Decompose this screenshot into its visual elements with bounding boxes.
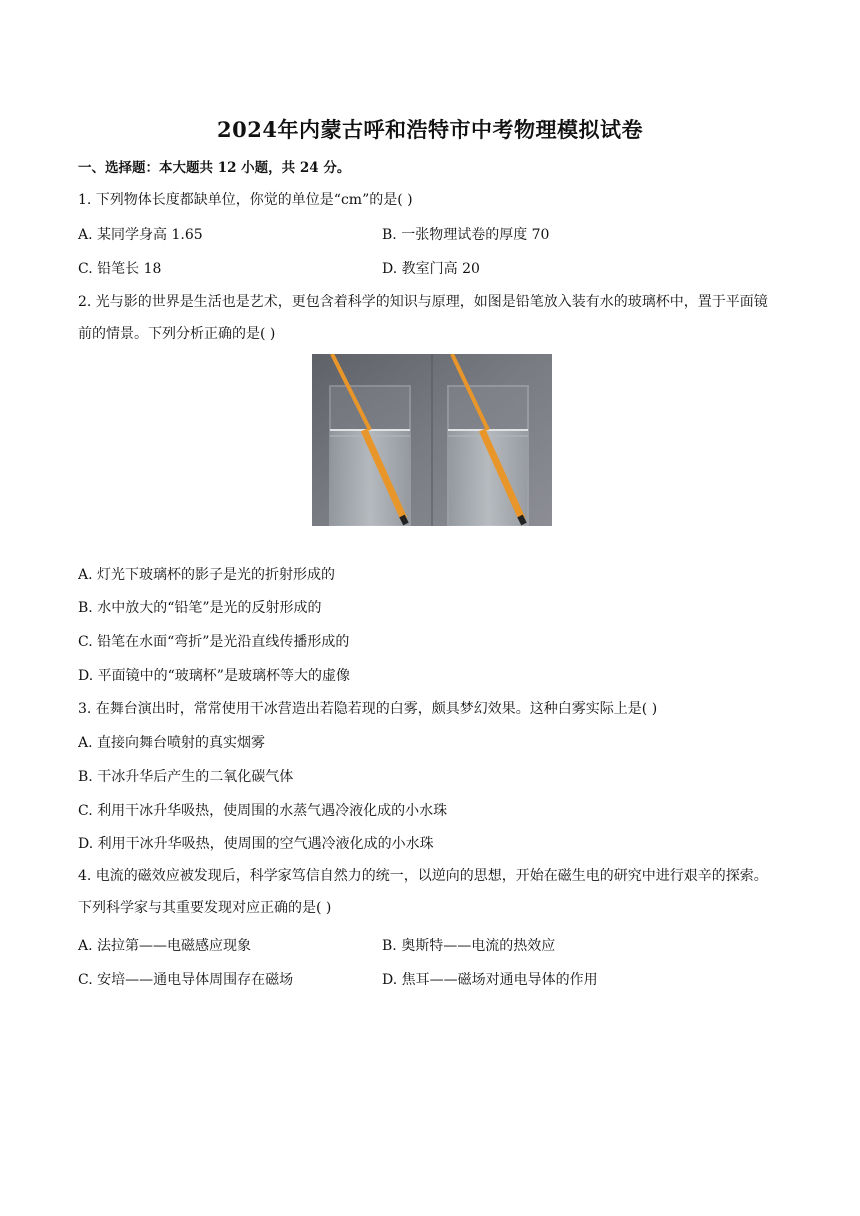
question-3-option-d: D. 利用干冰升华吸热，使周围的空气遇冷液化成的小水珠 [78,836,434,852]
question-1-option-d: D. 教室门高 20 [382,261,480,277]
page-title: 2024年内蒙古呼和浩特市中考物理模拟试卷 [217,117,643,142]
question-2-option-d: D. 平面镜中的“玻璃杯”是玻璃杯等大的虚像 [78,668,350,684]
question-4-option-a: A. 法拉第——电磁感应现象 [78,938,252,954]
question-1-option-b: B. 一张物理试卷的厚度 70 [382,227,550,243]
question-3-option-b: B. 干冰升华后产生的二氧化碳气体 [78,769,294,785]
question-4-option-d: D. 焦耳——磁场对通电导体的作用 [382,972,598,988]
question-3-stem: 3. 在舞台演出时，常常使用干冰营造出若隐若现的白雾，颇具梦幻效果。这种白雾实际上是( ) [78,701,658,717]
question-1-option-c: C. 铅笔长 18 [78,261,162,277]
section-heading: 一、选择题：本大题共 12 小题，共 24 分。 [78,160,351,176]
question-2-option-a: A. 灯光下玻璃杯的影子是光的折射形成的 [78,567,336,583]
question-2-stem: 2. 光与影的世界是生活也是艺术，更包含着科学的知识与原理，如图是铅笔放入装有水的玻璃杯中，置于平面镜前的情景。下列分析正确的是( ) [78,294,768,342]
pencil-in-glass-photo [312,354,552,526]
question-2-option-b: B. 水中放大的“铅笔”是光的反射形成的 [78,600,322,616]
question-3-option-a: A. 直接向舞台喷射的真实烟雾 [78,735,266,751]
question-1-option-a: A. 某同学身高 1.65 [78,227,203,243]
question-4-stem: 4. 电流的磁效应被发现后，科学家笃信自然力的统一，以逆向的思想，开始在磁生电的研究中进行艰辛的探索。下列科学家与其重要发现对应正确的是( ) [78,868,768,916]
question-4-option-c: C. 安培——通电导体周围存在磁场 [78,972,294,988]
question-3-option-c: C. 利用干冰升华吸热，使周围的水蒸气遇冷液化成的小水珠 [78,803,448,819]
question-4-option-b: B. 奥斯特——电流的热效应 [382,938,556,954]
question-1-stem: 1. 下列物体长度都缺单位，你觉的单位是“cm”的是( ) [78,192,413,208]
question-2-option-c: C. 铅笔在水面“弯折”是光沿直线传播形成的 [78,634,350,650]
